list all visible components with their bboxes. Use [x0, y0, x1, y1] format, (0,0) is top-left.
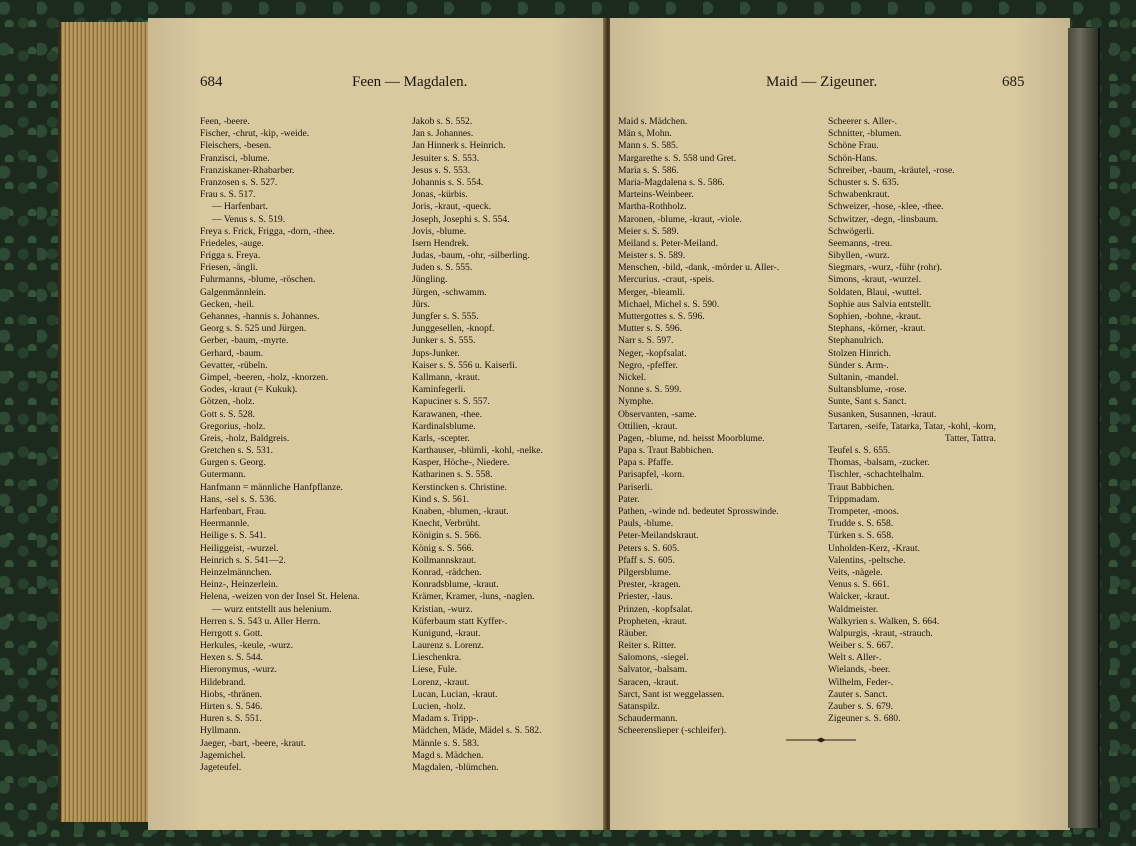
index-entry: Pagen, -blume, nd. heisst Moorblume.: [618, 432, 765, 444]
index-entry: Peters s. S. 605.: [618, 542, 680, 554]
index-entry: Hyllmann.: [200, 725, 241, 737]
index-entry: Neger, -kopfsalat.: [618, 347, 687, 359]
index-entry: Sibyllen, -wurz.: [828, 250, 890, 262]
index-entry: Welt s. Aller-.: [828, 652, 882, 664]
left-page-column-2: [412, 116, 543, 774]
index-entry: Kerstincken s. Christine.: [412, 481, 507, 493]
index-entry: Muttergottes s. S. 596.: [618, 311, 705, 322]
index-entry: Fuhrmanns, -blume, -röschen.: [200, 274, 316, 286]
index-entry: Propheten, -kraut.: [618, 615, 688, 627]
index-entry: Susanken, Susannen, -kraut.: [828, 408, 937, 420]
index-entry: Trudde s. S. 658.: [828, 518, 894, 530]
index-entry: Sophie aus Salvia entstellt.: [828, 298, 932, 310]
index-entry: Scheerer s. Aller-.: [828, 116, 898, 127]
index-entry: Herkules, -keule, -wurz.: [200, 640, 293, 652]
index-entry: Gevatter, -rübeln.: [200, 359, 268, 371]
index-entry: Joris, -kraut, -queck.: [412, 201, 492, 213]
index-entry: Gretchen s. S. 531.: [200, 445, 274, 457]
index-entry: Jageteufel.: [200, 761, 242, 773]
index-entry: Heilige s. S. 541.: [200, 530, 267, 542]
right-page: [610, 18, 1070, 830]
index-entry: Sultanin, -mandel.: [828, 371, 899, 383]
index-entry: Judas, -baum, -ohr, -silberling.: [412, 250, 530, 262]
index-entry: Huren s. S. 551.: [200, 713, 262, 725]
index-entry: Hildebrand.: [200, 676, 246, 688]
page-edges-left: [58, 22, 150, 822]
index-entry: Jungfer s. S. 555.: [412, 311, 479, 322]
index-entry: Narr s. S. 597.: [618, 335, 674, 347]
index-entry: Saracen, -kraut.: [618, 676, 679, 688]
index-entry: Mann s. S. 585.: [618, 140, 679, 152]
index-entry: Waldmeister.: [828, 603, 879, 615]
index-entry: Männle s. S. 583.: [412, 737, 480, 749]
index-entry: Sunte, Sant s. Sanct.: [828, 396, 907, 408]
index-entry: Jovis, -blume.: [412, 225, 467, 237]
end-ornament: [786, 737, 856, 743]
index-entry: Maid s. Mädchen.: [618, 116, 688, 127]
index-entry: Zauter s. Sanct.: [828, 688, 888, 700]
index-entry: Seemanns, -treu.: [828, 237, 893, 249]
index-entry: Friesen, -ängli.: [200, 262, 258, 274]
index-entry: Wielands, -beer.: [828, 664, 891, 676]
index-entry: Soldaten, Blaui, -wuttel.: [828, 286, 922, 298]
index-entry: Thomas, -balsam, -zucker.: [828, 457, 930, 469]
index-entry: Martha-Rothholz.: [618, 201, 687, 213]
index-entry: Schwögerli.: [828, 225, 875, 237]
index-entry: Parisapfel, -korn.: [618, 469, 685, 481]
index-entry: Franzisci, -blume.: [200, 152, 270, 164]
index-entry: Zauber s. S. 679.: [828, 701, 894, 712]
index-entry: Pathen, -winde nd. bedeutet Sprosswinde.: [618, 506, 779, 517]
index-entry: Priester, -laus.: [618, 591, 673, 603]
index-entry: Räuber.: [618, 627, 648, 639]
index-entry: Peter-Meilandskraut.: [618, 530, 699, 542]
index-entry: Maria-Magdalena s. S. 586.: [618, 176, 725, 188]
index-entry: Prester, -kragen.: [618, 579, 681, 591]
index-entry: Gerber, -baum, -myrte.: [200, 335, 289, 347]
index-entry: Teufel s. S. 655.: [828, 445, 891, 457]
index-entry: Unholden-Kerz, -Kraut.: [828, 542, 920, 554]
index-entry: Georg s. S. 525 und Jürgen.: [200, 323, 307, 335]
index-entry: Franziskaner-Rhabarber.: [200, 164, 295, 176]
index-entry: Schwitzer, -degn, -linsbaum.: [828, 213, 939, 225]
index-entry: Trippmadam.: [828, 493, 880, 505]
left-page-number: 684: [200, 74, 223, 90]
index-entry: Hexen s. S. 544.: [200, 652, 263, 664]
index-entry: Nymphe.: [618, 396, 654, 408]
index-entry: Johannis s. S. 554.: [412, 176, 484, 188]
index-entry: Jonas, -kürbis.: [412, 189, 468, 201]
index-entry: Nonne s. S. 599.: [618, 384, 682, 396]
index-entry: Heermannle.: [200, 518, 250, 530]
index-entry: Kristian, -wurz.: [412, 603, 473, 615]
index-entry: Knaben, -blumen, -kraut.: [412, 506, 509, 517]
index-entry: Mädchen, Mäde, Mädel s. S. 582.: [412, 725, 542, 737]
index-entry: Salomons, -siegel.: [618, 652, 689, 664]
index-entry: Jürs.: [412, 298, 430, 310]
index-entry: Stephans, -körner, -kraut.: [828, 323, 926, 335]
index-entry: Harfenbart, Frau.: [200, 506, 267, 517]
index-entry: Frau s. S. 517.: [200, 189, 256, 201]
index-entry: Friedeles, -auge.: [200, 237, 264, 249]
index-entry: Galgenmännlein.: [200, 286, 266, 298]
index-entry: Küferbaum statt Kyffer-.: [412, 615, 508, 627]
index-entry: Stephanulrich.: [828, 335, 884, 347]
index-entry: Isern Hendrek.: [412, 237, 470, 249]
index-entry: Hanfmann = männliche Hanfpflanze.: [200, 481, 343, 493]
index-entry: Knecht, Verbrüht.: [412, 518, 481, 530]
index-entry: Heinz-, Heinzerlein.: [200, 579, 279, 591]
index-entry: Meister s. S. 589.: [618, 250, 686, 262]
index-entry: Ottilien, -kraut.: [618, 420, 678, 432]
index-entry: Krämer, Kramer, -luns, -naglen.: [412, 591, 535, 603]
index-entry: Hieronymus, -wurz.: [200, 664, 277, 676]
index-entry: Greis, -holz, Baldgreis.: [200, 432, 290, 444]
index-entry: Gerhard, -baum.: [200, 347, 264, 359]
index-entry: Gutermann.: [200, 469, 246, 481]
index-entry: Lucien, -holz.: [412, 701, 466, 712]
index-entry: Pariserli.: [618, 481, 653, 493]
index-entry: Jesus s. S. 553.: [412, 164, 471, 176]
index-entry: Sarct, Sant ist weggelassen.: [618, 688, 725, 700]
index-entry: Hirten s. S. 546.: [200, 701, 263, 712]
index-entry: Götzen, -holz.: [200, 396, 255, 408]
index-entry: Jan Hinnerk s. Heinrich.: [412, 140, 506, 152]
index-entry: Jaeger, -bart, -beere, -kraut.: [200, 737, 306, 749]
index-entry: Valentins, -peltsche.: [828, 554, 906, 566]
index-entry: Herrgott s. Gott.: [200, 627, 263, 639]
index-entry: Schweizer, -hose, -klee, -thee.: [828, 201, 944, 213]
index-entry: Fischer, -chrut, -kip, -weide.: [200, 128, 310, 140]
index-entry: Menschen, -bild, -dank, -mörder u. Aller-.: [618, 262, 780, 274]
index-entry: Jürgen, -schwamm.: [412, 286, 487, 298]
index-entry: Liese, Fule.: [412, 664, 458, 676]
index-entry: Magdalen, -blümchen.: [412, 761, 499, 773]
index-entry: Jakob s. S. 552.: [412, 116, 473, 127]
index-entry: Gott s. S. 528.: [200, 408, 255, 420]
index-entry: Lieschenkra.: [412, 652, 462, 664]
index-entry: Godes, -kraut (= Kukuk).: [200, 384, 298, 396]
index-entry: Scheerenslieper (-schleifer).: [618, 725, 727, 737]
index-entry: Weiber s. S. 667.: [828, 640, 894, 652]
right-page-column-2: [828, 116, 996, 725]
index-entry: Kaiser s. S. 556 u. Kaiserli.: [412, 359, 518, 371]
index-entry: Walkyrien s. Walken, S. 664.: [828, 615, 940, 627]
index-entry: Schreiber, -baum, -kräutel, -rose.: [828, 164, 955, 176]
index-entry: Prinzen, -kopfsalat.: [618, 603, 693, 615]
index-entry: Sophien, -bohne, -kraut.: [828, 311, 921, 322]
index-entry: Jagemichel.: [200, 749, 246, 761]
index-entry: Negro, -pfeffer.: [618, 359, 678, 371]
index-entry: Heinzelmännchen.: [200, 566, 272, 578]
index-entry: Sünder s. Arm-.: [828, 359, 889, 371]
index-entry: Kaminfegerli.: [412, 384, 466, 396]
index-entry: Trompeter, -moos.: [828, 506, 899, 517]
index-entry: Sultansblume, -rose.: [828, 384, 907, 396]
index-entry: Kardinalsblume.: [412, 420, 476, 432]
index-entry: Pilgersblume.: [618, 566, 672, 578]
index-entry: Mercurius. -craut, -speis.: [618, 274, 715, 286]
index-entry: Kind s. S. 561.: [412, 493, 470, 505]
index-entry: Stolzen Hinrich.: [828, 347, 891, 359]
index-entry: Jups-Junker.: [412, 347, 460, 359]
index-entry: Karthauser, -blümli, -kohl, -nelke.: [412, 445, 543, 457]
index-entry: Heiliggeist, -wurzel.: [200, 542, 279, 554]
index-entry: Königin s. S. 566.: [412, 530, 482, 542]
index-entry: Schnitter, -blumen.: [828, 128, 902, 140]
index-entry: Satanspilz.: [618, 701, 660, 712]
index-entry: Walpurgis, -kraut, -strauch.: [828, 627, 933, 639]
index-entry: Mutter s. S. 596.: [618, 323, 682, 335]
index-entry: Türken s. S. 658.: [828, 530, 894, 542]
index-entry: Män s, Mohn.: [618, 128, 672, 140]
index-entry: Kapuciner s. S. 557.: [412, 396, 490, 408]
index-entry: Pfaff s. S. 605.: [618, 554, 675, 566]
index-entry: Franzosen s. S. 527.: [200, 176, 278, 188]
index-entry: — Venus s. S. 519.: [212, 213, 286, 225]
index-entry: Katharinen s. S. 558.: [412, 469, 493, 481]
index-entry: Salvator, -balsam.: [618, 664, 688, 676]
index-entry: Freya s. Frick, Frigga, -dorn, -thee.: [200, 225, 335, 237]
index-entry: Lucan, Lucian, -kraut.: [412, 688, 498, 700]
index-entry: Kunigund, -kraut.: [412, 627, 481, 639]
right-page-number: 685: [1002, 74, 1025, 90]
index-entry: Feen, -beere.: [200, 116, 250, 127]
index-entry: Joseph, Josephi s. S. 554.: [412, 213, 510, 225]
index-entry: Schön-Hans.: [828, 152, 878, 164]
index-entry: Gimpel, -beeren, -holz, -knorzen.: [200, 371, 329, 383]
left-running-head: Feen — Magdalen.: [352, 74, 468, 90]
index-entry: Gehannes, -hannis s. Johannes.: [200, 311, 320, 322]
index-entry: — Harfenbart.: [212, 201, 268, 213]
index-entry: Madam s. Tripp-.: [412, 713, 479, 725]
index-entry: Tatter, Tattra.: [944, 432, 996, 444]
index-entry: Schwabenkraut.: [828, 189, 890, 201]
index-entry: Simons, -kraut, -wurzel.: [828, 274, 921, 286]
index-entry: Wilhelm, Feder-.: [828, 676, 894, 688]
index-entry: Laurenz s. Lorenz.: [412, 640, 484, 652]
right-running-head: Maid — Zigeuner.: [766, 74, 878, 90]
index-entry: Tartaren, -seife, Tatarka, Tatar, -kohl, -korn,: [828, 420, 996, 432]
index-entry: Schaudermann.: [618, 713, 678, 725]
index-entry: Jüngling.: [412, 274, 448, 286]
index-entry: Kallmann, -kraut.: [412, 371, 480, 383]
index-entry: Junggesellen, -knopf.: [412, 323, 495, 335]
right-page-column-1: [618, 116, 779, 738]
index-entry: Pater.: [618, 493, 640, 505]
index-entry: Kasper, Höche-, Niedere.: [412, 457, 510, 469]
index-entry: Meier s. S. 589.: [618, 225, 679, 237]
index-entry: Papa s. Pfaffe.: [618, 457, 674, 469]
index-entry: Venus s. S. 661.: [828, 579, 890, 591]
index-entry: Walcker, -kraut.: [828, 591, 890, 603]
index-entry: Nickel.: [618, 371, 646, 383]
index-entry: Gecken, -heil.: [200, 298, 255, 310]
index-entry: Margarethe s. S. 558 und Gret.: [618, 152, 737, 164]
index-entry: Michael, Michel s. S. 590.: [618, 298, 720, 310]
index-entry: Veits, -nägele.: [828, 566, 883, 578]
index-entry: Merger, -bleamli.: [618, 286, 685, 298]
index-entry: Papa s. Traut Babbichen.: [618, 445, 714, 457]
index-entry: Maronen, -blume, -kraut, -viole.: [618, 213, 742, 225]
index-entry: Marteins-Weinbeer.: [618, 189, 694, 201]
index-entry: Heinrich s. S. 541—2.: [200, 554, 286, 566]
index-entry: Tischler, -schachtelhalm.: [828, 469, 924, 481]
index-entry: Frigga s. Freya.: [200, 250, 261, 262]
index-entry: Jesuiter s. S. 553.: [412, 152, 480, 164]
index-entry: Fleischers, -besen.: [200, 140, 272, 152]
index-entry: Reiter s. Ritter.: [618, 640, 677, 652]
index-entry: Schuster s. S. 635.: [828, 176, 899, 188]
index-entry: Observanten, -same.: [618, 408, 697, 420]
index-entry: Jan s. Johannes.: [412, 128, 474, 140]
index-entry: Hiobs, -thränen.: [200, 688, 263, 700]
index-entry: Hans, -sel s. S. 536.: [200, 493, 277, 505]
index-entry: Herren s. S. 543 u. Aller Herrn.: [200, 615, 321, 627]
index-entry: Traut Babbichen.: [828, 481, 895, 493]
index-entry: Konradsblume, -kraut.: [412, 579, 499, 591]
index-entry: Karawanen, -thee.: [412, 408, 483, 420]
index-entry: — wurz entstellt aus helenium.: [212, 603, 332, 615]
index-entry: Junker s. S. 555.: [412, 335, 476, 347]
index-entry: König s. S. 566.: [412, 542, 474, 554]
index-entry: Pauls, -blume.: [618, 518, 674, 530]
book-cover-edge-right: [1068, 28, 1100, 828]
index-entry: Gurgen s. Georg.: [200, 457, 266, 469]
index-entry: Kollmannskraut.: [412, 554, 477, 566]
index-entry: Karls, -scepter.: [412, 432, 470, 444]
index-entry: Magd s. Mädchen.: [412, 749, 484, 761]
index-entry: Maria s. S. 586.: [618, 164, 679, 176]
index-entry: Siegmars, -wurz, -führ (rohr).: [828, 262, 943, 274]
left-page-column-1: [200, 116, 360, 774]
index-entry: Konrad, -rädchen.: [412, 566, 482, 578]
index-entry: Juden s. S. 555.: [412, 262, 473, 274]
index-entry: Zigeuner s. S. 680.: [828, 713, 901, 725]
index-entry: Helena, -weizen von der Insel St. Helena.: [200, 591, 360, 603]
index-entry: Lorenz, -kraut.: [412, 676, 470, 688]
left-page: [148, 18, 606, 830]
index-entry: Gregorius, -holz.: [200, 420, 266, 432]
index-entry: Meiland s. Peter-Meiland.: [618, 237, 718, 249]
index-entry: Schöne Frau.: [828, 140, 879, 152]
